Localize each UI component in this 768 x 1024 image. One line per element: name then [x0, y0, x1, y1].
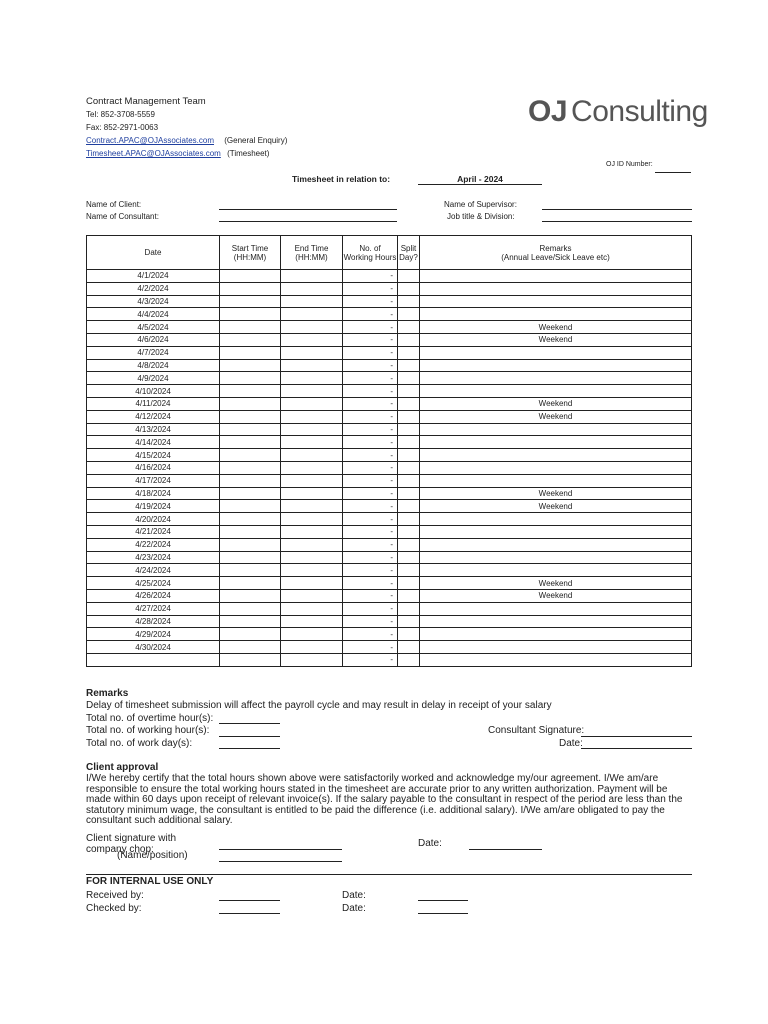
working-hours-cell: - — [343, 270, 398, 283]
working-hours-cell: - — [343, 321, 398, 334]
remarks-cell[interactable] — [420, 538, 692, 551]
date-cell: 4/11/2024 — [87, 397, 220, 410]
working-hours-cell: - — [343, 500, 398, 513]
remarks-cell[interactable]: Weekend — [420, 333, 692, 346]
remarks-note: Delay of timesheet submission will affect the payroll cycle and may result in delay in receipt of your salary — [86, 700, 552, 711]
remarks-cell[interactable]: Weekend — [420, 589, 692, 602]
end-time-cell[interactable] — [281, 461, 343, 474]
split-day-cell[interactable] — [398, 551, 420, 564]
timesheet-period-line — [418, 184, 542, 185]
remarks-cell[interactable] — [420, 602, 692, 615]
date-cell: 4/10/2024 — [87, 385, 220, 398]
end-time-cell[interactable] — [281, 589, 343, 602]
end-time-cell[interactable] — [281, 641, 343, 654]
table-row — [87, 282, 692, 295]
date-cell: 4/29/2024 — [87, 628, 220, 641]
end-time-cell[interactable] — [281, 500, 343, 513]
split-day-cell[interactable] — [398, 385, 420, 398]
end-time-cell[interactable] — [281, 282, 343, 295]
start-time-cell[interactable] — [220, 641, 281, 654]
split-day-cell[interactable] — [398, 500, 420, 513]
remarks-cell[interactable] — [420, 653, 692, 666]
working-hours-cell: - — [343, 525, 398, 538]
client-date-field[interactable] — [469, 849, 542, 850]
internal-use-title: FOR INTERNAL USE ONLY — [86, 876, 214, 887]
end-time-cell[interactable] — [281, 602, 343, 615]
start-time-cell[interactable] — [220, 321, 281, 334]
working-hours-cell: - — [343, 346, 398, 359]
table-row — [87, 346, 692, 359]
received-by-field[interactable] — [219, 900, 280, 901]
consultant-name-label: Name of Consultant: — [86, 212, 159, 221]
table-header-row — [87, 236, 692, 270]
date-cell: 4/15/2024 — [87, 449, 220, 462]
date-cell: 4/12/2024 — [87, 410, 220, 423]
logo-text: Consulting — [571, 95, 708, 128]
date-cell: 4/23/2024 — [87, 551, 220, 564]
date-cell: 4/1/2024 — [87, 270, 220, 283]
start-time-cell[interactable] — [220, 525, 281, 538]
table-row — [87, 602, 692, 615]
remarks-cell[interactable] — [420, 551, 692, 564]
start-time-cell[interactable] — [220, 474, 281, 487]
client-approval-text: I/We hereby certify that the total hours shown above were satisfactorily worked and acknowledge my/our agreement. I/We am/are responsible to ensure the total working hours stated in the timesheet are accurate prior to any written authorization. Payment will be made within 60 days upon receipt of relevant invoice(s). If the salary payable to the consultant in respect of the period are less than the statutory minimum wage, the consultant is entitled to be paid the difference (i.e. additional salary). I/We am/are obligated to pay the consultant such additional salary. — [86, 773, 683, 827]
job-title-field[interactable] — [542, 221, 692, 222]
end-time-cell[interactable] — [281, 449, 343, 462]
start-time-cell[interactable] — [220, 410, 281, 423]
remarks-cell[interactable] — [420, 295, 692, 308]
supervisor-name-label: Name of Supervisor: — [444, 200, 517, 209]
remarks-cell[interactable] — [420, 270, 692, 283]
name-position-label: (Name/position) — [117, 850, 188, 861]
start-time-cell[interactable] — [220, 513, 281, 526]
end-time-cell[interactable] — [281, 270, 343, 283]
remarks-cell[interactable]: Weekend — [420, 410, 692, 423]
split-day-cell[interactable] — [398, 423, 420, 436]
table-row — [87, 564, 692, 577]
end-time-cell[interactable] — [281, 308, 343, 321]
tel-text: Tel: 852-3708-5559 — [86, 110, 155, 119]
split-day-cell[interactable] — [398, 321, 420, 334]
start-time-cell[interactable] — [220, 308, 281, 321]
end-time-cell[interactable] — [281, 564, 343, 577]
supervisor-name-field[interactable] — [542, 209, 692, 210]
consultant-date-label: Date: — [559, 738, 583, 749]
working-hours-cell: - — [343, 653, 398, 666]
remarks-cell[interactable] — [420, 628, 692, 641]
date-cell: 4/22/2024 — [87, 538, 220, 551]
split-day-cell[interactable] — [398, 628, 420, 641]
table-row — [87, 385, 692, 398]
table-row — [87, 270, 692, 283]
table-row — [87, 641, 692, 654]
end-time-cell[interactable] — [281, 653, 343, 666]
date-cell: 4/28/2024 — [87, 615, 220, 628]
remarks-cell[interactable] — [420, 372, 692, 385]
split-day-cell[interactable] — [398, 474, 420, 487]
work-days-label: Total no. of work day(s): — [86, 738, 193, 749]
split-day-cell[interactable] — [398, 564, 420, 577]
consultant-name-field[interactable] — [219, 221, 397, 222]
end-time-cell[interactable] — [281, 474, 343, 487]
table-row — [87, 474, 692, 487]
received-by-label: Received by: — [86, 890, 144, 901]
date-cell: 4/17/2024 — [87, 474, 220, 487]
split-day-cell[interactable] — [398, 461, 420, 474]
date-cell: 4/18/2024 — [87, 487, 220, 500]
start-time-cell[interactable] — [220, 449, 281, 462]
table-row — [87, 551, 692, 564]
consultant-date-field[interactable] — [581, 748, 692, 749]
working-hours-cell: - — [343, 474, 398, 487]
date-cell: 4/4/2024 — [87, 308, 220, 321]
end-time-cell[interactable] — [281, 487, 343, 500]
end-time-cell[interactable] — [281, 372, 343, 385]
end-time-cell[interactable] — [281, 513, 343, 526]
end-time-cell[interactable] — [281, 410, 343, 423]
split-day-cell[interactable] — [398, 513, 420, 526]
start-time-cell[interactable] — [220, 333, 281, 346]
working-hours-cell: - — [343, 602, 398, 615]
working-hours-cell: - — [343, 564, 398, 577]
start-time-cell[interactable] — [220, 538, 281, 551]
remarks-cell[interactable] — [420, 449, 692, 462]
working-hours-cell: - — [343, 538, 398, 551]
start-time-cell[interactable] — [220, 282, 281, 295]
job-title-label: Job title & Division: — [447, 212, 515, 221]
start-time-cell[interactable] — [220, 385, 281, 398]
start-time-cell[interactable] — [220, 589, 281, 602]
col-header-split-day: Split Day? — [398, 236, 420, 270]
table-row — [87, 397, 692, 410]
working-hours-cell: - — [343, 628, 398, 641]
working-hours-cell: - — [343, 385, 398, 398]
start-time-cell[interactable] — [220, 500, 281, 513]
split-day-cell[interactable] — [398, 615, 420, 628]
table-row — [87, 410, 692, 423]
table-row — [87, 653, 692, 666]
end-time-cell[interactable] — [281, 615, 343, 628]
split-day-cell[interactable] — [398, 397, 420, 410]
col-header-remarks: Remarks (Annual Leave/Sick Leave etc) — [420, 236, 692, 270]
start-time-cell[interactable] — [220, 653, 281, 666]
remarks-cell[interactable] — [420, 461, 692, 474]
working-hours-cell: - — [343, 308, 398, 321]
remarks-cell[interactable] — [420, 436, 692, 449]
team-name: Contract Management Team — [86, 96, 206, 107]
date-cell: 4/24/2024 — [87, 564, 220, 577]
remarks-cell[interactable]: Weekend — [420, 500, 692, 513]
table-row — [87, 628, 692, 641]
client-signature-label: Client signature with — [86, 833, 177, 844]
start-time-cell[interactable] — [220, 270, 281, 283]
end-time-cell[interactable] — [281, 551, 343, 564]
table-row — [87, 436, 692, 449]
end-time-cell[interactable] — [281, 538, 343, 551]
end-time-cell[interactable] — [281, 321, 343, 334]
end-time-cell[interactable] — [281, 577, 343, 590]
date-cell: 4/6/2024 — [87, 333, 220, 346]
remarks-cell[interactable]: Weekend — [420, 577, 692, 590]
table-row — [87, 513, 692, 526]
end-time-cell[interactable] — [281, 295, 343, 308]
split-day-cell[interactable] — [398, 602, 420, 615]
end-time-cell[interactable] — [281, 385, 343, 398]
date-cell: 4/3/2024 — [87, 295, 220, 308]
end-time-cell[interactable] — [281, 333, 343, 346]
table-row — [87, 423, 692, 436]
client-date-label: Date: — [418, 838, 442, 849]
remarks-cell[interactable] — [420, 474, 692, 487]
working-hours-cell: - — [343, 513, 398, 526]
end-time-cell[interactable] — [281, 359, 343, 372]
received-date-field[interactable] — [418, 900, 468, 901]
date-cell: 4/21/2024 — [87, 525, 220, 538]
timesheet-email-link[interactable]: Timesheet.APAC@OJAssociates.com — [86, 149, 221, 158]
working-hours-cell: - — [343, 641, 398, 654]
table-row — [87, 372, 692, 385]
split-day-cell[interactable] — [398, 641, 420, 654]
date-cell: 4/8/2024 — [87, 359, 220, 372]
checked-date-label: Date: — [342, 903, 366, 914]
working-hours-cell: - — [343, 449, 398, 462]
client-signature-field[interactable] — [219, 849, 342, 850]
overtime-hours-field[interactable] — [219, 723, 280, 724]
split-day-cell[interactable] — [398, 346, 420, 359]
start-time-cell[interactable] — [220, 423, 281, 436]
col-header-end-time: End Time (HH:MM) — [281, 236, 343, 270]
start-time-cell[interactable] — [220, 461, 281, 474]
split-day-cell[interactable] — [398, 653, 420, 666]
working-hours-cell: - — [343, 436, 398, 449]
date-cell: 4/26/2024 — [87, 589, 220, 602]
timesheet-relation-label: Timesheet in relation to: — [292, 174, 391, 184]
checked-by-label: Checked by: — [86, 903, 142, 914]
working-hours-cell: - — [343, 461, 398, 474]
working-hours-cell: - — [343, 282, 398, 295]
date-cell: 4/9/2024 — [87, 372, 220, 385]
split-day-cell[interactable] — [398, 577, 420, 590]
remarks-cell[interactable]: Weekend — [420, 321, 692, 334]
logo-mark: OJ — [528, 95, 568, 128]
end-time-cell[interactable] — [281, 423, 343, 436]
split-day-cell[interactable] — [398, 359, 420, 372]
date-cell: 4/27/2024 — [87, 602, 220, 615]
date-cell: 4/19/2024 — [87, 500, 220, 513]
remarks-cell[interactable] — [420, 564, 692, 577]
remarks-cell[interactable] — [420, 423, 692, 436]
working-hours-cell: - — [343, 372, 398, 385]
oj-id-field[interactable] — [655, 172, 691, 173]
working-hours-cell: - — [343, 295, 398, 308]
table-row — [87, 308, 692, 321]
table-row — [87, 333, 692, 346]
remarks-cell[interactable] — [420, 385, 692, 398]
end-time-cell[interactable] — [281, 525, 343, 538]
date-cell: 4/13/2024 — [87, 423, 220, 436]
start-time-cell[interactable] — [220, 295, 281, 308]
checked-date-field[interactable] — [418, 913, 468, 914]
working-hours-field[interactable] — [219, 736, 280, 737]
date-cell: 4/30/2024 — [87, 641, 220, 654]
table-row — [87, 538, 692, 551]
col-header-date: Date — [87, 236, 220, 270]
consultant-signature-label: Consultant Signature: — [488, 725, 585, 736]
table-row — [87, 500, 692, 513]
split-day-cell[interactable] — [398, 282, 420, 295]
name-position-field[interactable] — [219, 861, 342, 862]
table-row — [87, 577, 692, 590]
start-time-cell[interactable] — [220, 551, 281, 564]
internal-divider — [86, 874, 692, 875]
remarks-title: Remarks — [86, 688, 129, 699]
remarks-cell[interactable] — [420, 346, 692, 359]
oj-id-label: OJ ID Number: — [606, 161, 653, 168]
split-day-cell[interactable] — [398, 270, 420, 283]
date-cell: 4/5/2024 — [87, 321, 220, 334]
col-header-working-hours: No. of Working Hours — [343, 236, 398, 270]
split-day-cell[interactable] — [398, 589, 420, 602]
table-row — [87, 449, 692, 462]
start-time-cell[interactable] — [220, 436, 281, 449]
remarks-cell[interactable] — [420, 641, 692, 654]
working-hours-cell: - — [343, 615, 398, 628]
end-time-cell[interactable] — [281, 628, 343, 641]
start-time-cell[interactable] — [220, 346, 281, 359]
work-days-field[interactable] — [219, 748, 280, 749]
received-date-label: Date: — [342, 890, 366, 901]
remarks-cell[interactable] — [420, 359, 692, 372]
start-time-cell[interactable] — [220, 487, 281, 500]
general-enquiry-email-link[interactable]: Contract.APAC@OJAssociates.com — [86, 136, 215, 145]
table-row — [87, 321, 692, 334]
start-time-cell[interactable] — [220, 615, 281, 628]
working-hours-cell: - — [343, 410, 398, 423]
remarks-cell[interactable] — [420, 308, 692, 321]
working-hours-cell: - — [343, 589, 398, 602]
table-row — [87, 295, 692, 308]
table-row — [87, 525, 692, 538]
date-cell: 4/7/2024 — [87, 346, 220, 359]
table-row — [87, 589, 692, 602]
remarks-cell[interactable] — [420, 282, 692, 295]
date-cell — [87, 653, 220, 666]
working-hours-cell: - — [343, 551, 398, 564]
client-approval-title: Client approval — [86, 762, 159, 773]
company-chop-label: company chop: — [86, 844, 154, 855]
working-hours-cell: - — [343, 397, 398, 410]
table-row — [87, 487, 692, 500]
checked-by-field[interactable] — [219, 913, 280, 914]
split-day-cell[interactable] — [398, 449, 420, 462]
end-time-cell[interactable] — [281, 436, 343, 449]
table-row — [87, 615, 692, 628]
date-cell: 4/2/2024 — [87, 282, 220, 295]
split-day-cell[interactable] — [398, 436, 420, 449]
date-cell: 4/20/2024 — [87, 513, 220, 526]
remarks-cell[interactable]: Weekend — [420, 487, 692, 500]
split-day-cell[interactable] — [398, 525, 420, 538]
timesheet-table — [86, 235, 692, 667]
working-hours-cell: - — [343, 487, 398, 500]
overtime-hours-label: Total no. of overtime hour(s): — [86, 713, 214, 724]
split-day-cell[interactable] — [398, 295, 420, 308]
date-cell: 4/14/2024 — [87, 436, 220, 449]
split-day-cell[interactable] — [398, 538, 420, 551]
split-day-cell[interactable] — [398, 308, 420, 321]
remarks-cell[interactable] — [420, 513, 692, 526]
date-cell: 4/16/2024 — [87, 461, 220, 474]
start-time-cell[interactable] — [220, 602, 281, 615]
working-hours-label: Total no. of working hour(s): — [86, 725, 210, 736]
general-enquiry-note: (General Enquiry) — [224, 136, 288, 145]
company-logo — [528, 95, 708, 129]
client-name-label: Name of Client: — [86, 200, 142, 209]
working-hours-cell: - — [343, 423, 398, 436]
remarks-cell[interactable]: Weekend — [420, 397, 692, 410]
table-row — [87, 359, 692, 372]
working-hours-cell: - — [343, 333, 398, 346]
consultant-signature-field[interactable] — [581, 736, 692, 737]
start-time-cell[interactable] — [220, 577, 281, 590]
start-time-cell[interactable] — [220, 397, 281, 410]
start-time-cell[interactable] — [220, 372, 281, 385]
start-time-cell[interactable] — [220, 359, 281, 372]
remarks-cell[interactable] — [420, 615, 692, 628]
end-time-cell[interactable] — [281, 397, 343, 410]
split-day-cell[interactable] — [398, 410, 420, 423]
date-cell: 4/25/2024 — [87, 577, 220, 590]
start-time-cell[interactable] — [220, 564, 281, 577]
table-row — [87, 461, 692, 474]
fax-text: Fax: 852-2971-0063 — [86, 123, 159, 132]
remarks-cell[interactable] — [420, 525, 692, 538]
split-day-cell[interactable] — [398, 333, 420, 346]
col-header-start-time: Start Time (HH:MM) — [220, 236, 281, 270]
timesheet-period: April - 2024 — [457, 174, 503, 184]
client-name-field[interactable] — [219, 209, 397, 210]
end-time-cell[interactable] — [281, 346, 343, 359]
timesheet-email-note: (Timesheet) — [227, 149, 270, 158]
start-time-cell[interactable] — [220, 628, 281, 641]
working-hours-cell: - — [343, 577, 398, 590]
split-day-cell[interactable] — [398, 372, 420, 385]
working-hours-cell: - — [343, 359, 398, 372]
split-day-cell[interactable] — [398, 487, 420, 500]
